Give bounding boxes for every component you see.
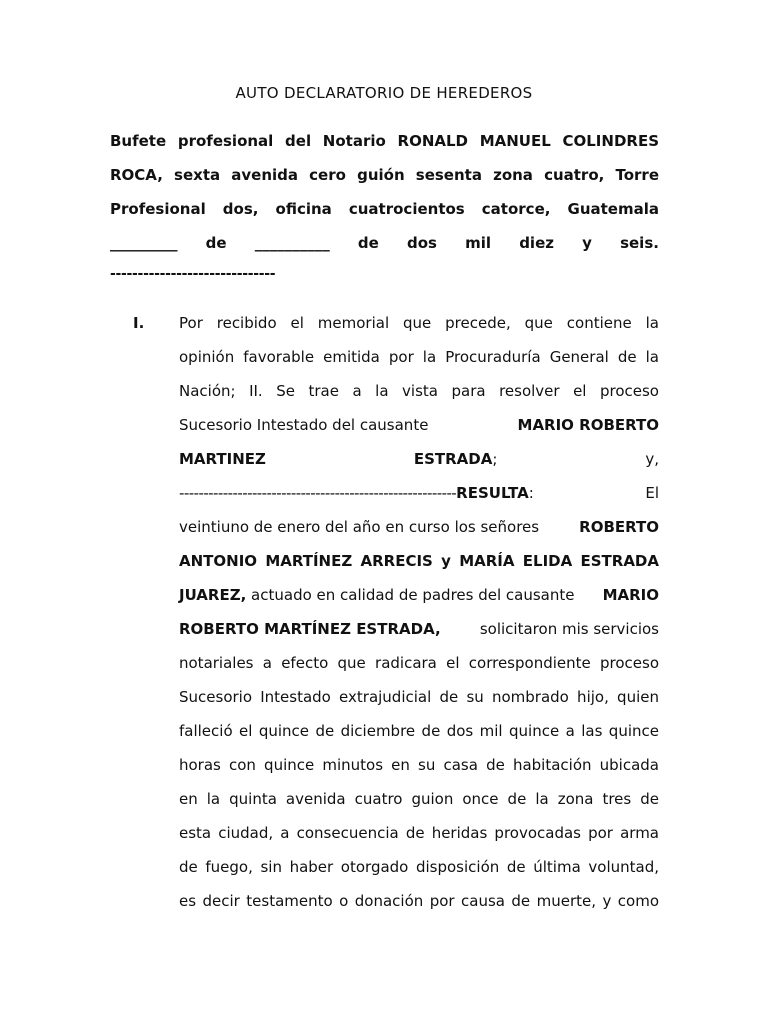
causante-name: ESTRADA <box>413 450 493 468</box>
date-word: de <box>357 234 379 252</box>
date-word: dos <box>406 234 437 252</box>
body-line-17: de fuego, sin haber otorgado disposición de última voluntad, <box>179 858 659 876</box>
person-name: JUAREZ, <box>179 586 247 604</box>
body-line-10 <box>179 619 659 639</box>
body-line-5 <box>179 449 659 469</box>
causante-name: ROBERTO MARTÍNEZ ESTRADA, <box>179 620 441 638</box>
date-line <box>110 233 659 253</box>
body-line-18: es decir testamento o donación por causa de muerte, y como <box>179 892 659 910</box>
date-word: mil <box>465 234 492 252</box>
causante-name: MARIO <box>602 586 659 604</box>
body-line-14: horas con quince minutos en su casa de habitación ubicada <box>179 756 659 774</box>
date-word: diez <box>519 234 554 252</box>
body-line-9 <box>179 585 659 605</box>
date-word: seis. <box>620 234 659 252</box>
body-text: actuado en calidad de padres del causante <box>246 586 575 604</box>
body-text: ; <box>492 450 498 468</box>
body-line-13: falleció el quince de diciembre de dos mil quince a las quince <box>179 722 659 740</box>
body-line-12: Sucesorio Intestado extrajudicial de su nombrado hijo, quien <box>179 688 659 706</box>
separator-line: ------------------------------ <box>110 266 276 282</box>
date-word: y <box>582 234 592 252</box>
body-line-1: Por recibido el memorial que precede, que contiene la <box>179 314 659 332</box>
resulta-heading: RESULTA <box>456 484 529 502</box>
body-line-3: Nación; II. Se trae a la vista para resolver el proceso <box>179 382 659 400</box>
header-line-2: ROCA, sexta avenida cero guión sesenta zona cuatro, Torre <box>110 166 659 184</box>
header-line-1: Bufete profesional del Notario RONALD MANUEL COLINDRES <box>110 132 659 150</box>
date-word: de <box>205 234 227 252</box>
body-line-7 <box>179 517 659 537</box>
body-line-16: esta ciudad, a consecuencia de heridas provocadas por arma <box>179 824 659 842</box>
body-line-4 <box>179 415 659 435</box>
body-line-2: opinión favorable emitida por la Procuraduría General de la <box>179 348 659 366</box>
body-text: veintiuno de enero del año en curso los señores <box>179 518 540 536</box>
day-blank: _________ <box>110 234 178 252</box>
month-blank: __________ <box>254 234 330 252</box>
causante-name: MARIO ROBERTO <box>517 416 659 434</box>
body-line-8: ANTONIO MARTÍNEZ ARRECIS y MARÍA ELIDA ESTRADA <box>179 552 659 570</box>
causante-name: MARTINEZ <box>179 450 266 468</box>
header-line-3: Profesional dos, oficina cuatrocientos catorce, Guatemala <box>110 200 659 218</box>
body-text: Sucesorio Intestado del causante <box>179 416 429 434</box>
section-numeral: I. <box>133 314 145 332</box>
body-text: solicitaron mis servicios <box>479 620 659 638</box>
body-line-11: notariales a efecto que radicara el correspondiente proceso <box>179 654 659 672</box>
person-name: ROBERTO <box>579 518 659 536</box>
body-line-6 <box>179 483 659 503</box>
body-text: : <box>528 484 534 502</box>
body-text: El <box>645 484 659 502</box>
body-text: y, <box>645 450 659 468</box>
document-title: AUTO DECLARATORIO DE HEREDEROS <box>235 84 533 102</box>
dash-rule: --------------------------------------------------------- <box>179 484 457 502</box>
body-line-15: en la quinta avenida cuatro guion once de la zona tres de <box>179 790 659 808</box>
